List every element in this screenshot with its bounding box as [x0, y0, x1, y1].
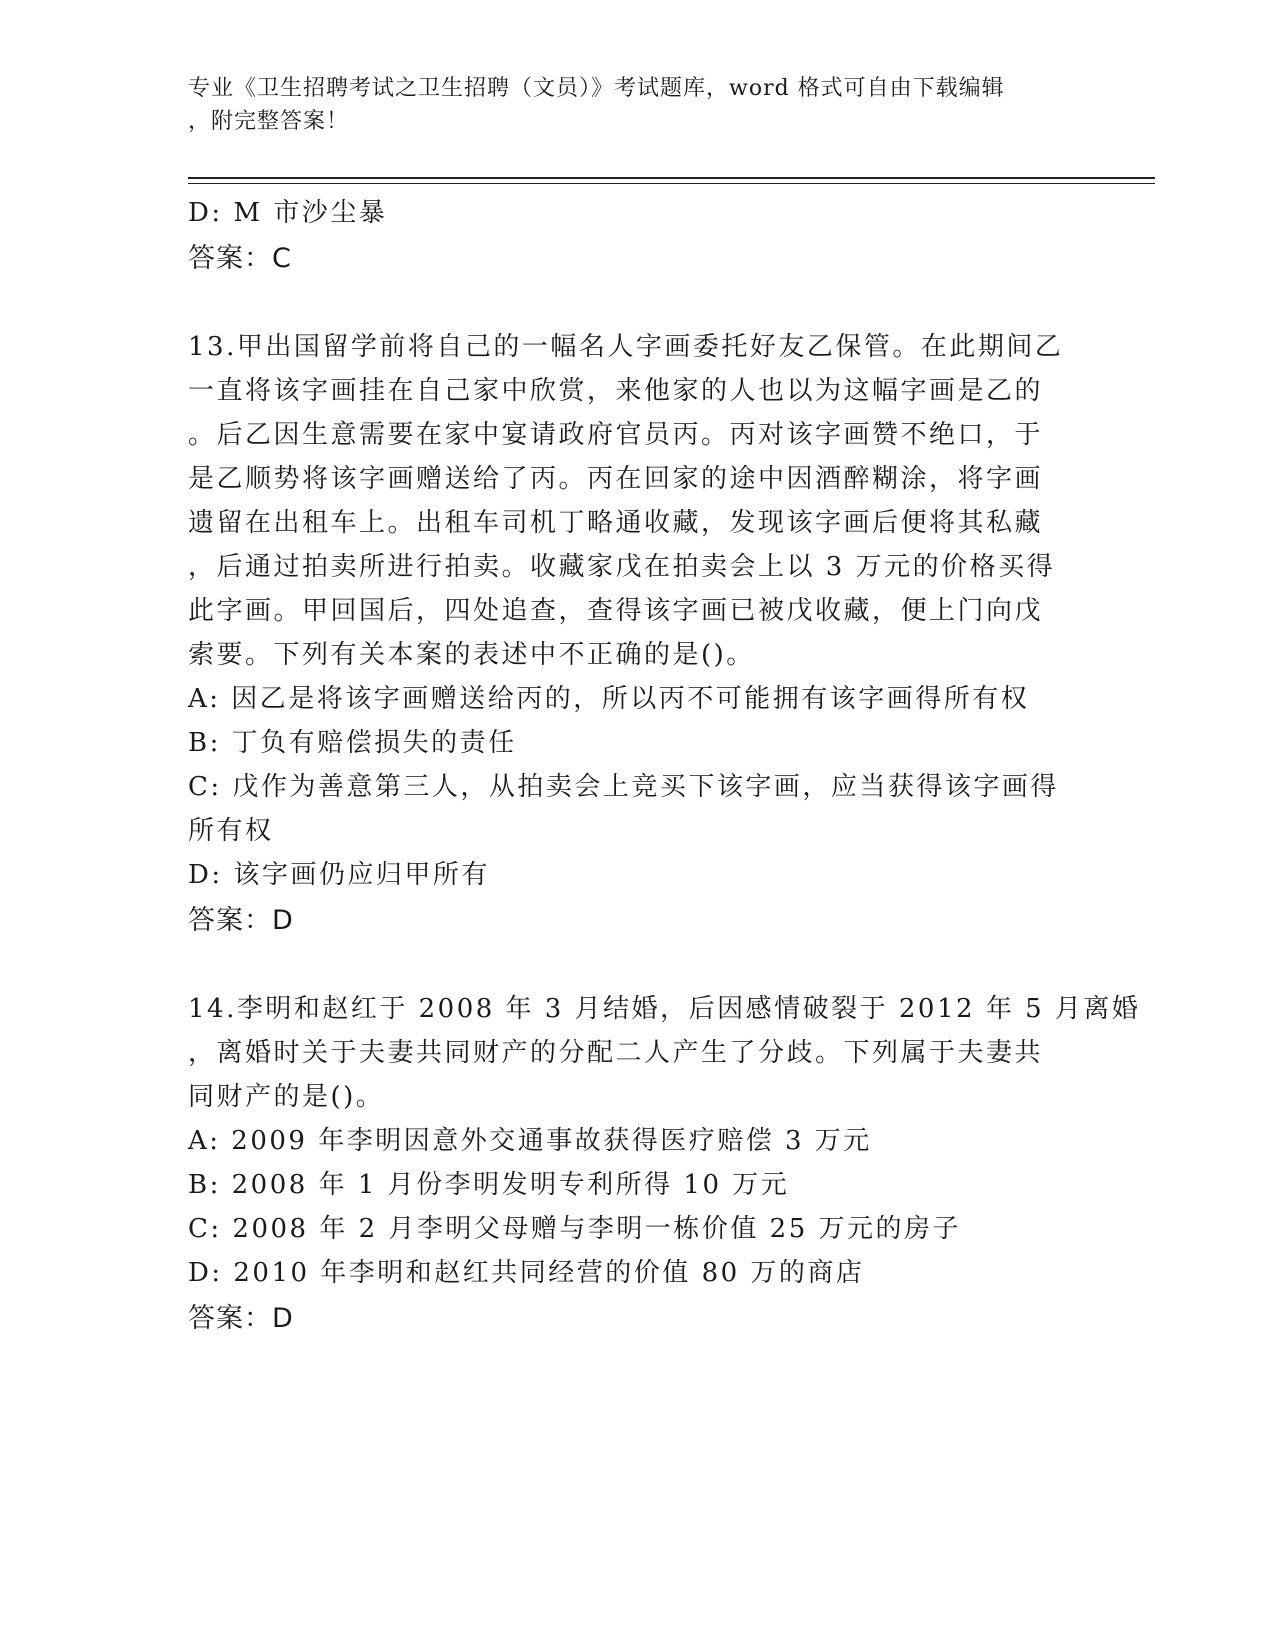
q13-option-b: B: 丁负有赔偿损失的责任: [188, 728, 517, 758]
q14-option-a: A: 2009 年李明因意外交通事故获得医疗赔偿 3 万元: [188, 1126, 872, 1156]
q13-option-c-line-2: 所有权: [188, 816, 274, 846]
q13-option-c-line-1: C: 戊作为善意第三人，从拍卖会上竞买下该字画，应当获得该字画得: [188, 772, 1059, 802]
q13-stem-line-8: 索要。下列有关本案的表述中不正确的是()。: [188, 640, 755, 670]
prev-option-d: D: M 市沙尘暴: [188, 198, 388, 228]
header-rule-thin: [188, 183, 1155, 184]
q14-answer: 答案：D: [188, 1303, 294, 1334]
header-line-1: 专业《卫生招聘考试之卫生招聘（文员）》考试题库，word 格式可自由下载编辑: [188, 76, 1005, 101]
q13-stem-line-4: 是乙顺势将该字画赠送给了丙。丙在回家的途中因酒醉糊涂，将字画: [188, 464, 1044, 494]
q13-stem-line-6: ，后通过拍卖所进行拍卖。收藏家戊在拍卖会上以 3 万元的价格买得: [188, 552, 1056, 582]
header-rule-thick: [188, 177, 1155, 179]
q13-answer: 答案：D: [188, 905, 294, 936]
q13-stem-line-7: 此字画。甲回国后，四处追查，查得该字画已被戊收藏，便上门向戊: [188, 596, 1044, 626]
q13-stem-line-3: 。后乙因生意需要在家中宴请政府官员丙。丙对该字画赞不绝口，于: [188, 420, 1044, 450]
header-line-2: ，附完整答案！: [188, 109, 350, 134]
q14-stem-line-1: 14.李明和赵红于 2008 年 3 月结婚，后因感情破裂于 2012 年 5 月离婚: [188, 994, 1141, 1024]
q14-stem-line-2: ，离婚时关于夫妻共同财产的分配二人产生了分歧。下列属于夫妻共: [188, 1038, 1044, 1068]
q13-option-d: D: 该字画仍应归甲所有: [188, 860, 490, 890]
document-header: [188, 72, 1068, 138]
q13-option-a: A: 因乙是将该字画赠送给丙的，所以丙不可能拥有该字画得所有权: [188, 684, 1030, 714]
q14-stem-line-3: 同财产的是()。: [188, 1082, 385, 1112]
q13-stem-line-1: 13.甲出国留学前将自己的一幅名人字画委托好友乙保管。在此期间乙: [188, 332, 1064, 362]
q13-stem-line-5: 遗留在出租车上。出租车司机丁略通收藏，发现该字画后便将其私藏: [188, 508, 1044, 538]
q14-option-c: C: 2008 年 2 月李明父母赠与李明一栋价值 25 万元的房子: [188, 1214, 962, 1244]
q14-option-b: B: 2008 年 1 月份李明发明专利所得 10 万元: [188, 1170, 790, 1200]
prev-answer: 答案：C: [188, 243, 292, 274]
q14-option-d: D: 2010 年李明和赵红共同经营的价值 80 万的商店: [188, 1258, 865, 1288]
q13-stem-line-2: 一直将该字画挂在自己家中欣赏，来他家的人也以为这幅字画是乙的: [188, 376, 1044, 406]
